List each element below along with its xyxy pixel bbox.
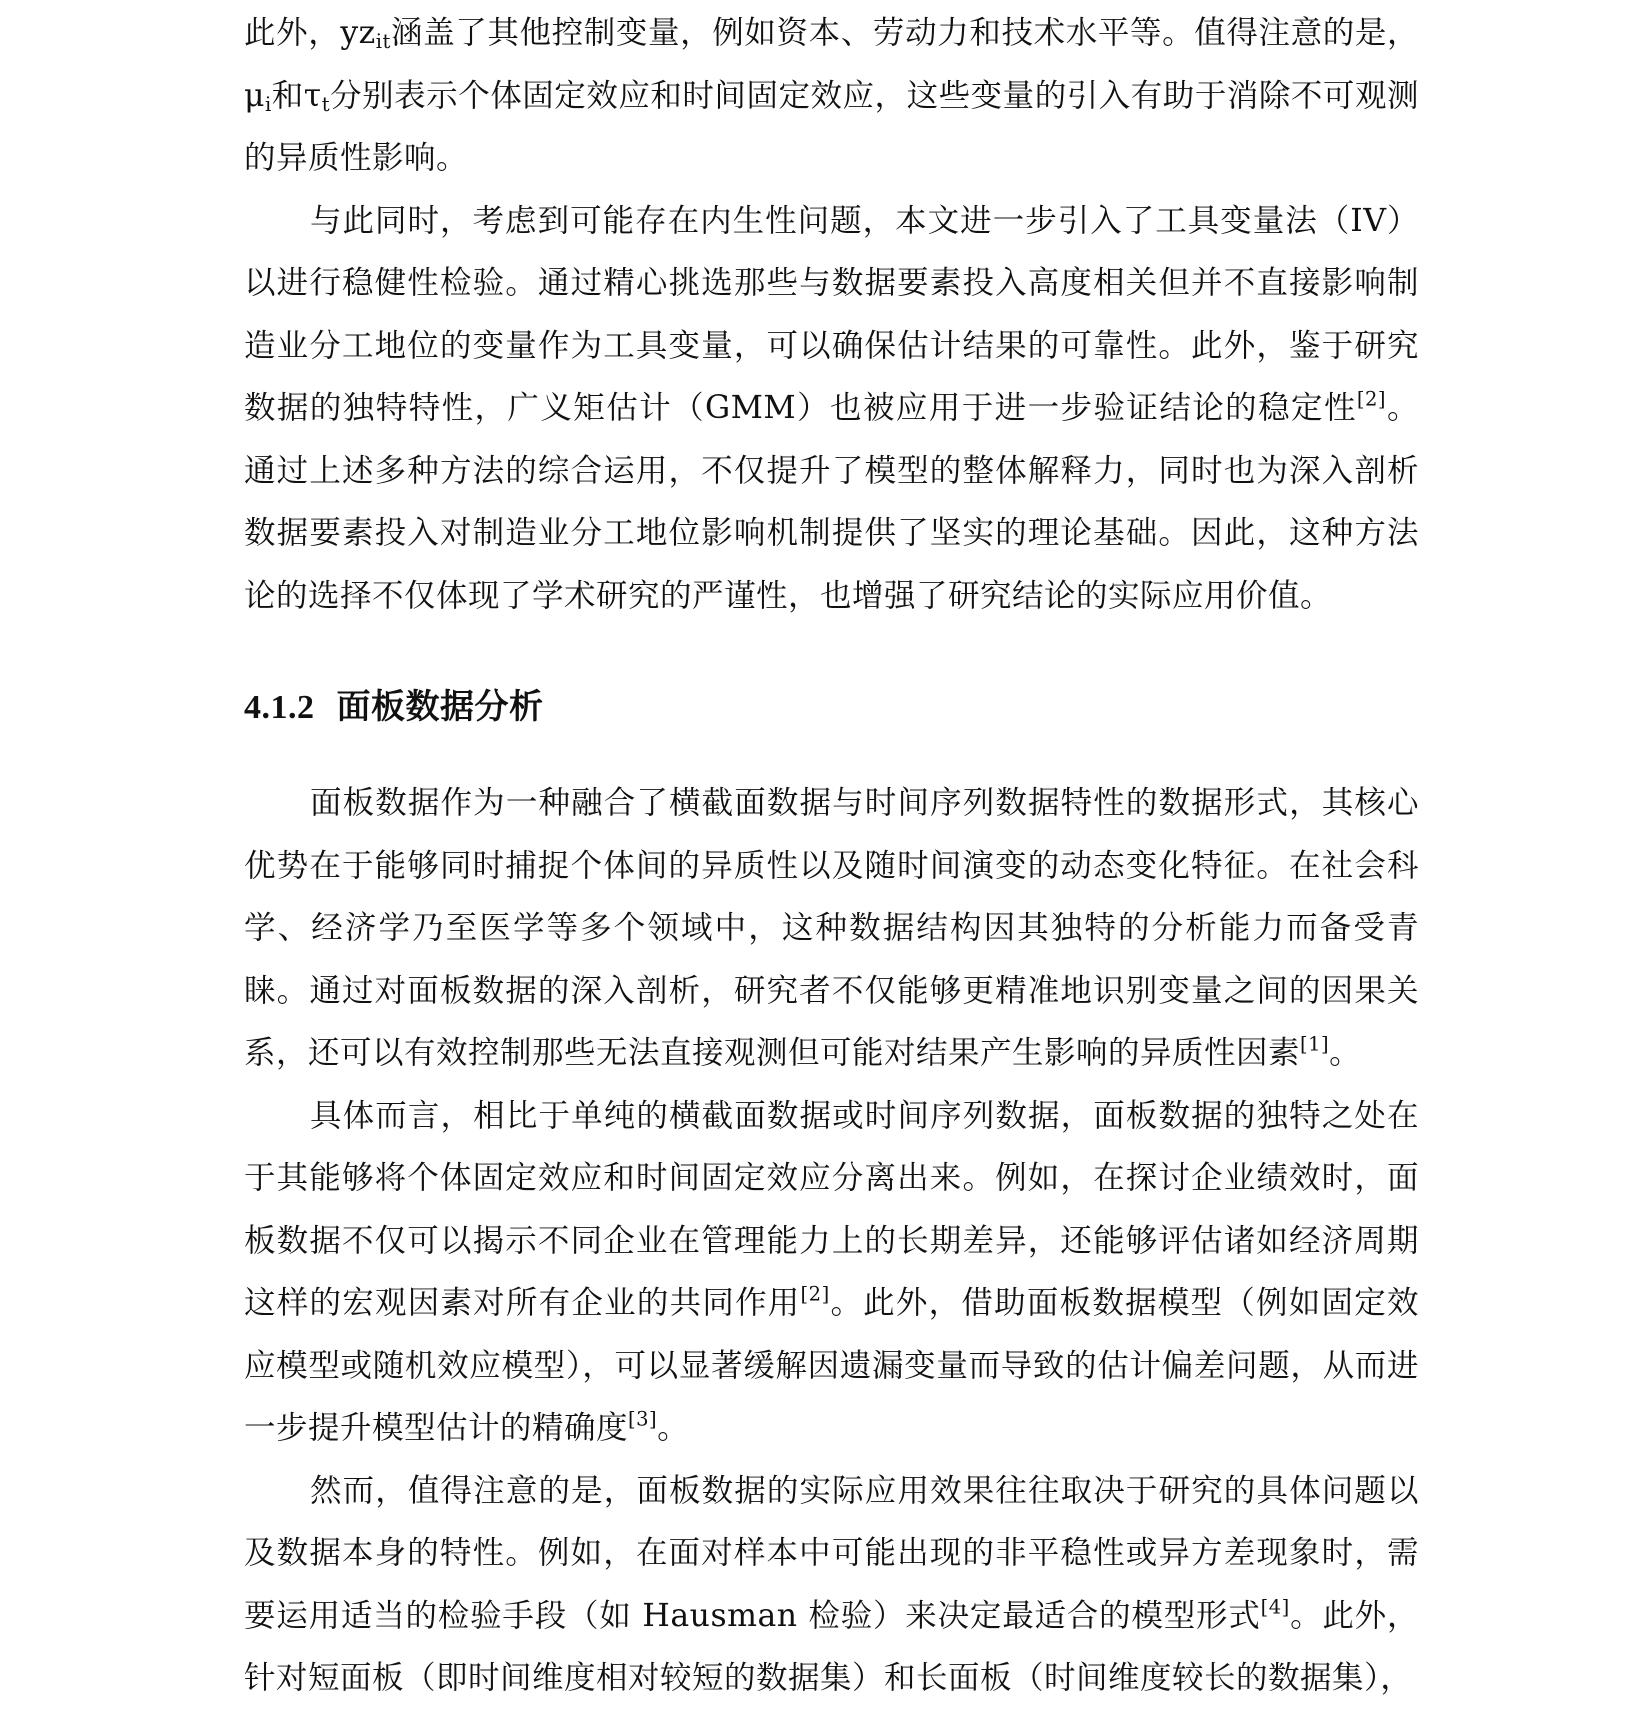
citation: [1] (1300, 1032, 1330, 1056)
citation: [2] (1356, 387, 1387, 411)
text-run: 具体而言，相比于单纯的横截面数据或时间序列数据，面板数据的独特之处在于其能够将个体固定效应和时间固定效应分离出来。例如，在探讨企业绩效时，面板数据不仅可以揭示不同企业在管理能力上的长期差异，还能够评估诸如经济周期这样的宏观因素对所有企业的共同作用 (244, 1097, 1419, 1321)
subscript: i (264, 92, 272, 116)
paragraph-4 (244, 1085, 1419, 1460)
subscript: t (321, 92, 331, 116)
text-run: 。 (657, 1410, 690, 1446)
paragraph-3 (244, 772, 1419, 1085)
text-run: 。通过上述多种方法的综合运用，不仅提升了模型的整体解释力，同时也为深入剖析数据要素投入对制造业分工地位影响机制提供了坚实的理论基础。因此，这种方法论的选择不仅体现了学术研究的严谨性，也增强了研究结论的实际应用价值。 (244, 390, 1419, 614)
paragraph-1 (244, 2, 1419, 190)
text-run: 与此同时，考虑到可能存在内生性问题，本文进一步引入了工具变量法（IV）以进行稳健性检验。通过精心挑选那些与数据要素投入高度相关但并不直接影响制造业分工地位的变量作为工具变量，可以确保估计结果的可靠性。此外，鉴于研究数据的独特特性，广义矩估计（GMM）也被应用于进一步验证结论的稳定性 (244, 202, 1419, 426)
text-run: μ (244, 77, 265, 114)
variable-tau (304, 78, 330, 114)
citation: [2] (800, 1282, 830, 1306)
text-run: 和 (271, 77, 304, 114)
text-run: τ (303, 77, 322, 114)
text-run: yz (340, 15, 376, 51)
variable-yz (340, 15, 391, 51)
text-run: 。此外，针对短面板（即时间维度相对较短的数据集）和长面板（时间维度较长的数据集）， (244, 1597, 1419, 1696)
section-text-top (244, 2, 1419, 627)
text-run: 分别表示个体固定效应和时间固定效应，这些变量的引入有助于消除不可观测的异质性影响。 (244, 77, 1419, 176)
text-run: 此外， (244, 15, 341, 51)
variable-mu (244, 78, 272, 114)
section-number: 4.1.2 (244, 689, 315, 726)
citation: [3] (628, 1407, 658, 1431)
section-title: 面板数据分析 (336, 687, 544, 727)
paragraph-2 (244, 190, 1419, 628)
subscript: it (375, 29, 391, 53)
text-run: 。此外，借助面板数据模型（例如固定效应模型或随机效应模型），可以显著缓解因遗漏变量而导致的估计偏差问题，从而进一步提升模型估计的精确度 (244, 1285, 1419, 1446)
text-run: 涵盖了其他控制变量，例如资本、劳动力和技术水平等。值得注意的是， (390, 15, 1419, 51)
section-heading (244, 682, 544, 733)
text-run: 然而，值得注意的是，面板数据的实际应用效果往往取决于研究的具体问题以及数据本身的特性。例如，在面对样本中可能出现的非平稳性或异方差现象时，需要运用适当的检验手段（如 Hausman 检验）来决定最适合的模型形式 (244, 1472, 1419, 1634)
citation: [4] (1260, 1594, 1290, 1618)
text-run: 面板数据作为一种融合了横截面数据与时间序列数据特性的数据形式，其核心优势在于能够同时捕捉个体间的异质性以及随时间演变的动态变化特征。在社会科学、经济学乃至医学等多个领域中，这种数据结构因其独特的分析能力而备受青睐。通过对面板数据的深入剖析，研究者不仅能够更精准地识别变量之间的因果关系，还可以有效控制那些无法直接观测但可能对结果产生影响的异质性因素 (244, 785, 1419, 1071)
paragraph-5 (244, 1460, 1419, 1710)
text-run: 。 (1329, 1035, 1362, 1071)
section-text-bottom (244, 772, 1419, 1710)
